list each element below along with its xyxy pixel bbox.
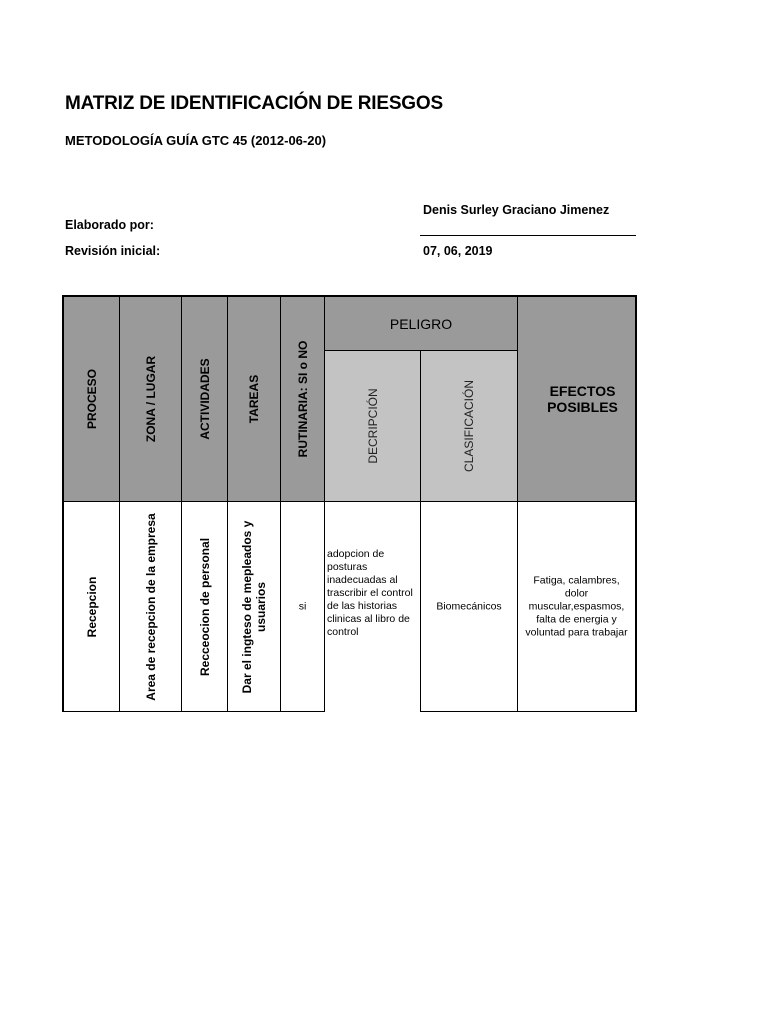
cell-actividades-value: Recceocion de personal (197, 537, 212, 676)
header-efectos (517, 295, 637, 502)
header-actividades (181, 295, 228, 502)
cell-efectos (517, 501, 637, 712)
header-tareas-label: TAREAS (247, 374, 261, 424)
cell-actividades (181, 501, 228, 712)
header-actividades-label: ACTIVIDADES (197, 358, 212, 440)
header-tareas (227, 295, 281, 502)
cell-rutinaria (280, 501, 325, 712)
elaborado-label: Elaborado por: (65, 218, 154, 232)
elaborado-value: Denis Surley Graciano Jimenez (423, 203, 610, 217)
cell-tareas-value: Dar el ingteso de mepleados y usuarios (240, 520, 268, 693)
signature-line (420, 235, 636, 236)
header-descripcion (324, 350, 421, 502)
header-peligro-label: PELIGRO (389, 315, 453, 332)
cell-proceso-value: Recepcion (84, 576, 99, 637)
header-proceso (62, 295, 120, 502)
header-proceso-label: PROCESO (84, 368, 99, 430)
cell-rutinaria-value: si (298, 600, 307, 612)
cell-clasificacion (420, 501, 518, 712)
header-zona-label: ZONA / LUGAR (143, 355, 158, 443)
cell-zona-value: Area de recepcion de la empresa (143, 512, 158, 701)
header-clasificacion-label: CLASIFICACIÓN (462, 379, 476, 473)
cell-clasificacion-value: Biomecánicos (436, 600, 502, 612)
document-title: MATRIZ DE IDENTIFICACIÓN DE RIESGOS (65, 93, 443, 114)
cell-descripcion-value: adopcion de posturas inadecuadas al trascribir el control de las historias clinicas al libro de control (327, 548, 413, 638)
cell-zona (119, 501, 182, 712)
cell-efectos-value: Fatiga, calambres, dolor muscular,espasmos, falta de energia y voluntad para trabajar (525, 574, 628, 638)
cell-descripcion (324, 501, 421, 712)
revision-value: 07, 06, 2019 (423, 244, 493, 258)
header-descripcion-label: DECRIPCIÓN (365, 388, 380, 464)
header-zona (119, 295, 182, 502)
cell-tareas (227, 501, 281, 712)
header-clasificacion (420, 350, 518, 502)
header-peligro (324, 295, 518, 351)
cell-proceso (62, 501, 120, 712)
document-subtitle: METODOLOGÍA GUÍA GTC 45 (2012-06-20) (65, 133, 327, 148)
revision-label: Revisión inicial: (65, 244, 161, 258)
header-rutinaria-label: RUTINARIA: SI o NO (295, 340, 310, 458)
header-efectos-label: EFECTOS POSIBLES (547, 383, 618, 415)
header-rutinaria (280, 295, 325, 502)
